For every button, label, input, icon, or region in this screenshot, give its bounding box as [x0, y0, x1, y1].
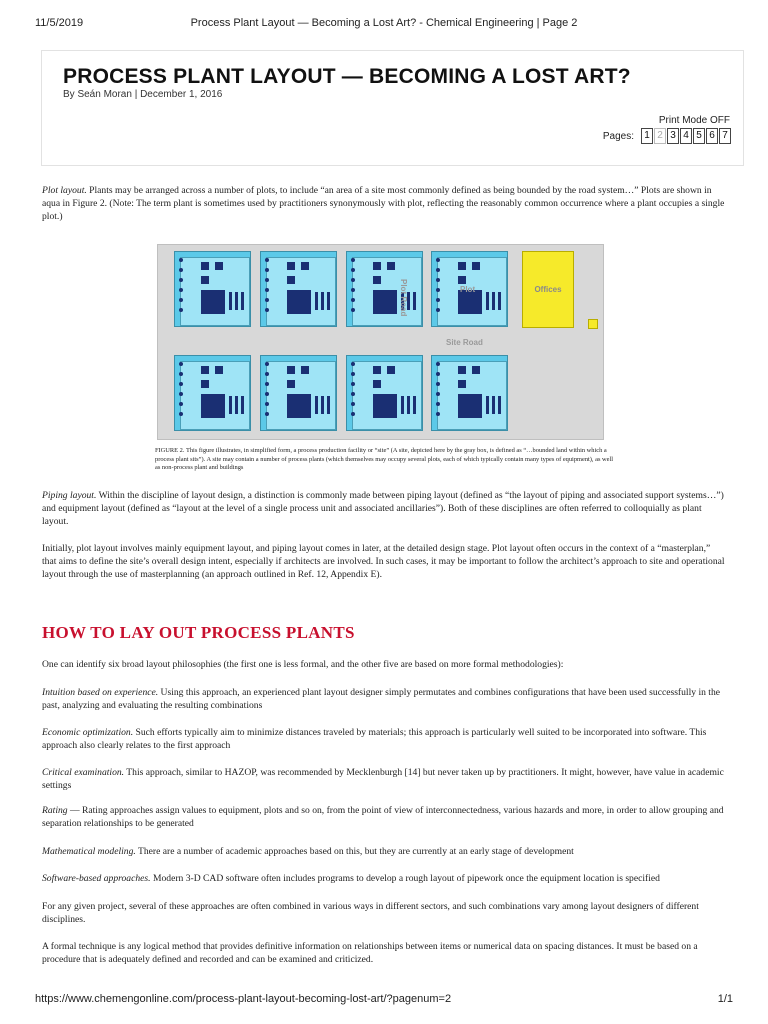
figure-caption: FIGURE 2. This figure illustrates, in simplified form, a process production facility or “site” (A site, depicted here by the gray box, is defined as “…bounded land within which a process plant sits”). A site may contain a number of process plants (which themselves may occupy several plots, each of which typically contain many types of equipment), as well as non-process plant and buildings	[155, 447, 614, 471]
philosophy-text: Using this approach, an experienced plant layout designer simply permutates and combines configurations that have been used successfully in the past, analyzing and evaluating the resulting combinations	[42, 687, 721, 711]
philosophy-text: Such efforts typically aim to minimize distances traveled by materials; this approach is particularly well suited to be incorporated into software. This approach also clearly relates to the first approach	[42, 727, 707, 751]
plot-layout-text: Plants may be arranged across a number of plots, to include “an area of a site most commonly defined as being bounded by the road system…” Plots are shown in aqua in Figure 2. (Note: The term plant is sometimes used by practitioners synonymously with plot, reflecting the reasonably common occurrence where a plant occupies a single plot.)	[42, 185, 725, 222]
philosophy-item	[42, 686, 726, 712]
section-intro: One can identify six broad layout philosophies (the first one is less formal, and the other five are based on more formal methodologies):	[42, 659, 564, 670]
plot-block	[431, 355, 508, 431]
page-url: https://www.chemengonline.com/process-plant-layout-becoming-lost-art/?pagenum=2	[35, 993, 452, 1005]
page-link-1[interactable]: 1	[641, 128, 653, 144]
offices-block: Offices	[522, 251, 574, 328]
page-link-5[interactable]: 5	[693, 128, 705, 144]
plot-road-label: Plot Road	[399, 279, 408, 317]
philosophy-term: Mathematical modeling.	[42, 846, 136, 857]
philosophy-item	[42, 804, 726, 830]
pagination	[603, 128, 731, 144]
philosophy-item	[42, 726, 726, 752]
plot-block	[346, 355, 423, 431]
philosophy-text: Modern 3-D CAD software often includes programs to develop a rough layout of pipework once the equipment location is specified	[150, 873, 660, 884]
plot-layout-term: Plot layout.	[42, 185, 87, 196]
plot-block	[260, 355, 337, 431]
philosophy-term: Economic optimization.	[42, 727, 134, 738]
formal-technique-paragraph: A formal technique is any logical method that provides definitive information on relationships between items or numerical data on spacing distances. It must be based on a procedure that is adequately defined and recorded and can be examined and criticized.	[42, 941, 698, 965]
small-building	[588, 319, 598, 329]
article-byline: By Seán Moran | December 1, 2016	[63, 89, 223, 100]
piping-layout-term: Piping layout.	[42, 490, 97, 501]
print-date: 11/5/2019	[35, 17, 84, 29]
plot-block	[174, 355, 251, 431]
section-heading: HOW TO LAY OUT PROCESS PLANTS	[42, 623, 355, 642]
site-road-label: Site Road	[446, 338, 483, 347]
plot-block	[174, 251, 251, 327]
page-link-4[interactable]: 4	[680, 128, 692, 144]
pages-label: Pages:	[602, 130, 634, 142]
philosophy-text: This approach, similar to HAZOP, was recommended by Mecklenburgh [14] but never taken up by practitioners. It might, however, have value in academic settings	[42, 767, 724, 791]
print-page-title: Process Plant Layout — Becoming a Lost Art? - Chemical Engineering | Page 2	[190, 17, 578, 29]
piping-layout-text: Within the discipline of layout design, a distinction is commonly made between piping layout (defined as “the layout of piping and associated support systems…”) and equipment layout (defined as “layout at the level of a single process unit and associated ancillaries”). Both of these disciplines are often referred to colloquially as plant layout.	[42, 490, 724, 527]
plot-layout-paragraph	[42, 184, 726, 223]
philosophy-item	[42, 872, 726, 885]
philosophy-text: — Rating approaches assign values to equipment, plots and so on, from the point of view of interconnectedness, various hazards and more, in order to allow grouping and separation relationships to be generated	[42, 805, 724, 829]
article-header	[41, 50, 744, 166]
article-title: PROCESS PLANT LAYOUT — BECOMING A LOST ART?	[63, 65, 631, 88]
page-link-7[interactable]: 7	[719, 128, 731, 144]
philosophy-text: There are a number of academic approaches based on this, but they are currently at an early stage of development	[135, 846, 574, 857]
print-page-count: 1/1	[717, 993, 733, 1005]
plot-label: Plot	[460, 285, 476, 294]
philosophy-term: Intuition based on experience.	[42, 687, 159, 698]
page-link-3[interactable]: 3	[667, 128, 679, 144]
plot-block	[260, 251, 337, 327]
piping-layout-paragraph	[42, 489, 726, 528]
philosophy-term: Critical examination.	[42, 767, 125, 778]
philosophy-term: Rating	[42, 805, 68, 816]
plot-block	[346, 251, 423, 327]
combined-paragraph: For any given project, several of these approaches are often combined in various ways in different sectors, and such combinations vary among layout designers of different disciplines.	[42, 901, 699, 925]
page-link-6[interactable]: 6	[706, 128, 718, 144]
philosophy-item	[42, 845, 726, 858]
print-mode-toggle[interactable]: Print Mode OFF	[658, 115, 730, 126]
initially-paragraph: Initially, plot layout involves mainly equipment layout, and piping layout comes in later, at the detailed design stage. Plot layout often occurs in the context of a “masterplan,” that aims to define the site’s overall design intent, especially if architects are involved. In such cases, it may be important to follow the architect’s approach to site and operational layout through the use of masterplanning (an approach outlined in Ref. 12, Appendix E).	[42, 543, 725, 580]
site-layout-figure	[157, 244, 604, 440]
philosophy-term: Software-based approaches.	[42, 873, 151, 884]
page-link-2-current[interactable]: 2	[654, 128, 666, 144]
philosophy-item	[42, 766, 726, 792]
